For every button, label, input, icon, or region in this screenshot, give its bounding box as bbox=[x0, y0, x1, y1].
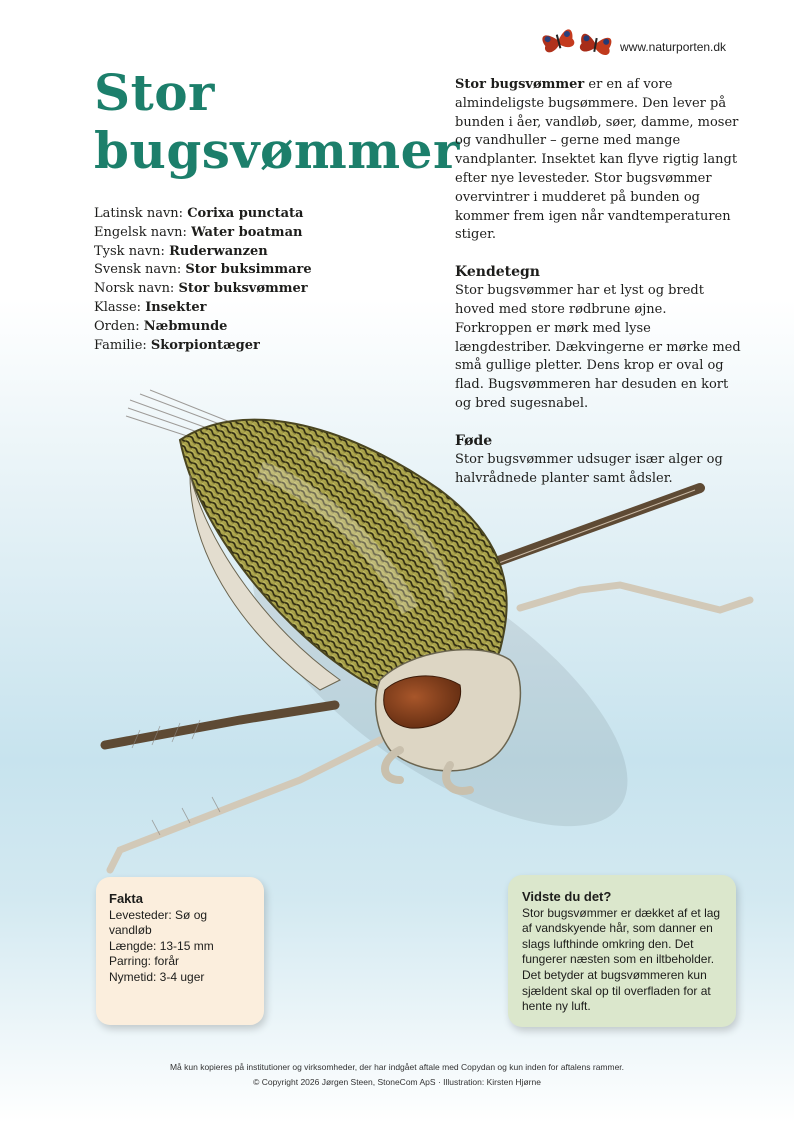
name-value: Insekter bbox=[145, 299, 207, 315]
name-label: Tysk navn: bbox=[94, 243, 165, 259]
name-label: Svensk navn: bbox=[94, 262, 182, 278]
fakta-heading: Fakta bbox=[109, 891, 143, 906]
fakta-line: Levesteder: Sø og bbox=[109, 907, 208, 922]
name-value: Stor buksimmare bbox=[185, 262, 312, 278]
name-value: Corixa punctata bbox=[187, 206, 304, 221]
name-value: Water boatman bbox=[191, 224, 303, 240]
did-you-know-box bbox=[508, 875, 736, 1027]
section-heading-kendetegn: Kendetegn bbox=[455, 264, 540, 281]
section-text-kendetegn: Stor bugsvømmer har et lyst og bredt hoved med store rødbrune øjne. Forkroppen er mørk med lyse længdestriber. Dækvingerne er mørke med små gullige pletter. Dens krop er oval og flad. Bugsvømmeren har desuden en kort og bred sugesnabel. bbox=[455, 283, 741, 411]
name-row bbox=[94, 224, 312, 243]
site-url[interactable]: www.naturporten.dk bbox=[620, 40, 727, 54]
section-heading-fode: Føde bbox=[455, 432, 493, 449]
footer-copy-notice: Må kun kopieres på institutioner og virksomheder, der har indgået aftale med Copydan og kun inden for aftalens rammer. bbox=[169, 1062, 625, 1072]
fakta-line: Nymetid: 3-4 uger bbox=[109, 969, 205, 984]
name-label: Familie: bbox=[94, 337, 147, 353]
name-label: Klasse: bbox=[94, 299, 142, 315]
name-label: Engelsk navn: bbox=[94, 224, 187, 240]
intro-bold: Stor bugsvømmer bbox=[455, 77, 585, 92]
fakta-line: Parring: forår bbox=[109, 954, 180, 969]
species-names-list bbox=[94, 205, 312, 355]
name-label: Latinsk navn: bbox=[94, 206, 184, 221]
name-row bbox=[94, 318, 312, 337]
footer bbox=[0, 1060, 794, 1090]
name-row bbox=[94, 299, 312, 318]
water-boatman-illustration bbox=[80, 380, 760, 880]
name-value: Stor buksvømmer bbox=[178, 281, 308, 297]
name-label: Orden: bbox=[94, 318, 140, 334]
name-row bbox=[94, 280, 312, 299]
footer-copyright: © Copyright 2026 Jørgen Steen, StoneCom ApS · Illustration: Kirsten Hjørne bbox=[253, 1077, 541, 1087]
fakta-box bbox=[96, 877, 264, 1025]
intro-paragraph bbox=[455, 76, 745, 245]
did-you-know-heading: Vidste du det? bbox=[522, 889, 612, 904]
fakta-line: vandløb bbox=[109, 923, 152, 938]
name-row bbox=[94, 261, 312, 280]
butterfly-icon bbox=[538, 20, 618, 58]
name-row bbox=[94, 243, 312, 262]
name-value: Skorpiontæger bbox=[150, 337, 260, 353]
fakta-line: Længde: 13-15 mm bbox=[109, 938, 214, 953]
name-value: Næbmunde bbox=[143, 318, 228, 334]
section-text-fode: Stor bugsvømmer udsuger især alger og halvrådnede planter samt ådsler. bbox=[455, 451, 723, 486]
did-you-know-text: Stor bugsvømmer er dækket af et lag af vandskyende hår, som danner en slags lufthinde omkring den. Det fungerer næsten som en iltbeholder. Det betyder at bugsvømmeren kun sjældent skal op til overfladen for at hente ny luft. bbox=[522, 905, 721, 1014]
title-line-2: bugsvømmer bbox=[94, 121, 460, 180]
name-row bbox=[94, 205, 312, 224]
name-value: Ruderwanzen bbox=[169, 243, 268, 259]
title-line-1: Stor bbox=[94, 63, 215, 122]
page-title bbox=[94, 64, 460, 180]
intro-text: er en af vore almindeligste bugsømmere. Den lever på bunden i åer, vandløb, søer, damme, moser og vandhuller – gerne med mange vandplanter. Insektet kan flyve rigtig langt efter nye levesteder. Stor bugsvømmer overvintrer i mudderet på bunden og kommer frem igen når vandtemperaturen stiger. bbox=[455, 77, 739, 243]
name-label: Norsk navn: bbox=[94, 281, 175, 297]
name-row bbox=[94, 337, 312, 356]
